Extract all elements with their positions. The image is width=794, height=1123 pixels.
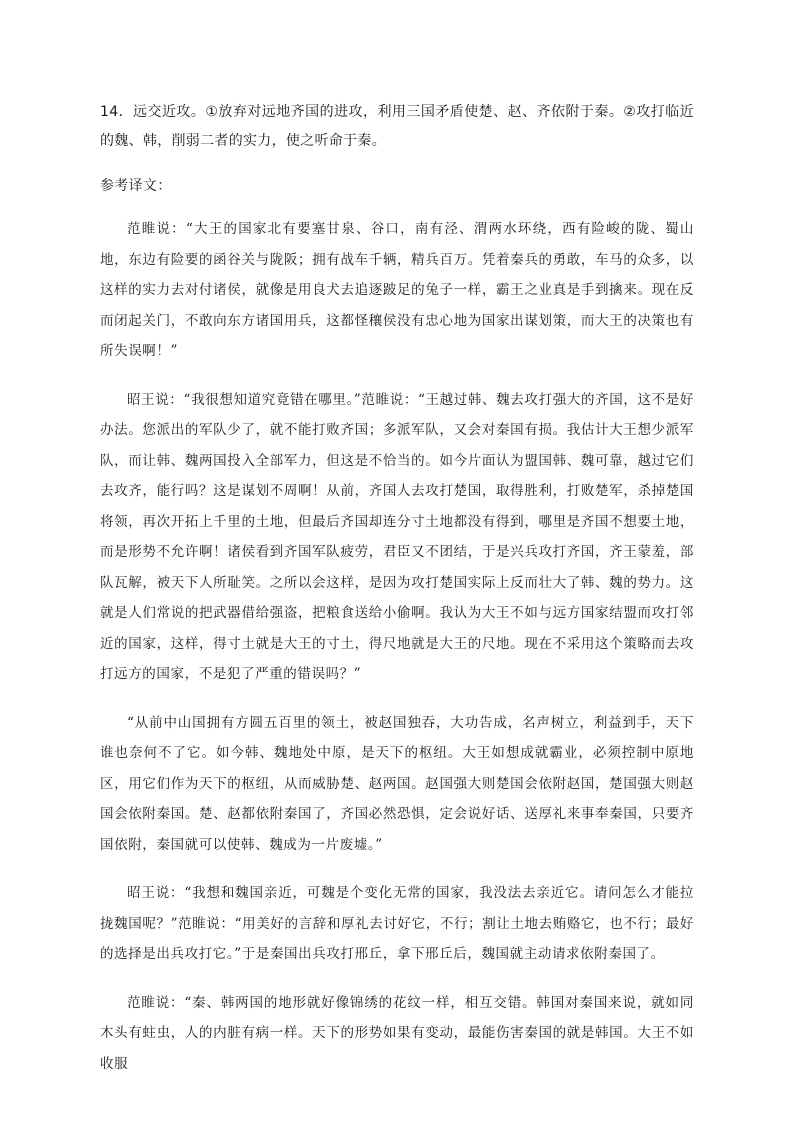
- answer-text: 14．远交近攻。①放弃对远地齐国的进攻，利用三国矛盾使楚、赵、齐依附于秦。②攻打临近的魏、韩，削弱二者的实力，使之听命于秦。: [100, 104, 694, 149]
- translation-paragraph-4: 昭王说：“我想和魏国亲近，可魏是个变化无常的国家，我没法去亲近它。请问怎么才能拉拢魏国呢？”范睢说：“用美好的言辞和厚礼去讨好它，不行；割让土地去贿赂它，也不行；最好的选择是出兵攻打它。”于是秦国出兵攻打邢丘，拿下邢丘后，魏国就主动请求依附秦国了。: [100, 885, 694, 962]
- translation-paragraph-2: 昭王说：“我很想知道究竟错在哪里。”范睢说：“王越过韩、魏去攻打强大的齐国，这不是好办法。您派出的军队少了，就不能打败齐国；多派军队，又会对秦国有损。我估计大王想少派军队，而让韩、魏两国投入全部军力，但这是不恰当的。如今片面认为盟国韩、魏可靠，越过它们去攻齐，能行吗？这是谋划不周啊！从前，齐国人去攻打楚国，取得胜利，打败楚军，杀掉楚国将领，再次开拓上千里的土地，但最后齐国却连分寸土地都没有得到，哪里是齐国不想要土地，而是形势不允许啊！诸侯看到齐国军队疲劳，君臣又不团结，于是兴兵攻打齐国，齐王蒙羞，部队瓦解，被天下人所耻笑。之所以会这样，是因为攻打楚国实际上反而壮大了韩、魏的势力。这就是人们常说的把武器借给强盗，把粮食送给小偷啊。我认为大王不如与远方国家结盟而攻打邻近的国家，这样，得寸土就是大王的寸土，得尺地就是大王的尺地。现在不采用这个策略而去攻打远方的国家，不是犯了严重的错误吗？”: [100, 391, 694, 682]
- translation-paragraph-5: 范睢说：“秦、韩两国的地形就好像锦绣的花纹一样，相互交错。韩国对秦国来说，就如同木头有蛀虫，人的内脏有病一样。天下的形势如果有变动，最能伤害秦国的就是韩国。大王不如收服: [100, 994, 694, 1072]
- translation-label: 参考译文：: [100, 178, 172, 194]
- translation-paragraph-1: 范睢说：“大王的国家北有要塞甘泉、谷口，南有泾、渭两水环绕，西有险峻的陇、蜀山地，东边有险要的函谷关与陇阪；拥有战车千辆，精兵百万。凭着秦兵的勇敢，车马的众多，以这样的实力去对付诸侯，就像是用良犬去追逐跛足的兔子一样，霸王之业真是手到擒来。现在反而闭起关门，不敢向东方诸国用兵，这都怪穰侯没有忠心地为国家出谋划策，而大王的决策也有所失误啊！”: [100, 221, 694, 359]
- translation-paragraph-3: “从前中山国拥有方圆五百里的领土，被赵国独吞，大功告成，名声树立，利益到手，天下谁也奈何不了它。如今韩、魏地处中原，是天下的枢纽。大王如想成就霸业，必须控制中原地区，用它们作为天下的枢纽，从而威胁楚、赵两国。赵国强大则楚国会依附赵国，楚国强大则赵国会依附秦国。楚、赵都依附秦国了，齐国必然恐惧，定会说好话、送厚礼来事奉秦国，只要齐国依附，秦国就可以使韩、魏成为一片废墟。”: [100, 714, 694, 853]
